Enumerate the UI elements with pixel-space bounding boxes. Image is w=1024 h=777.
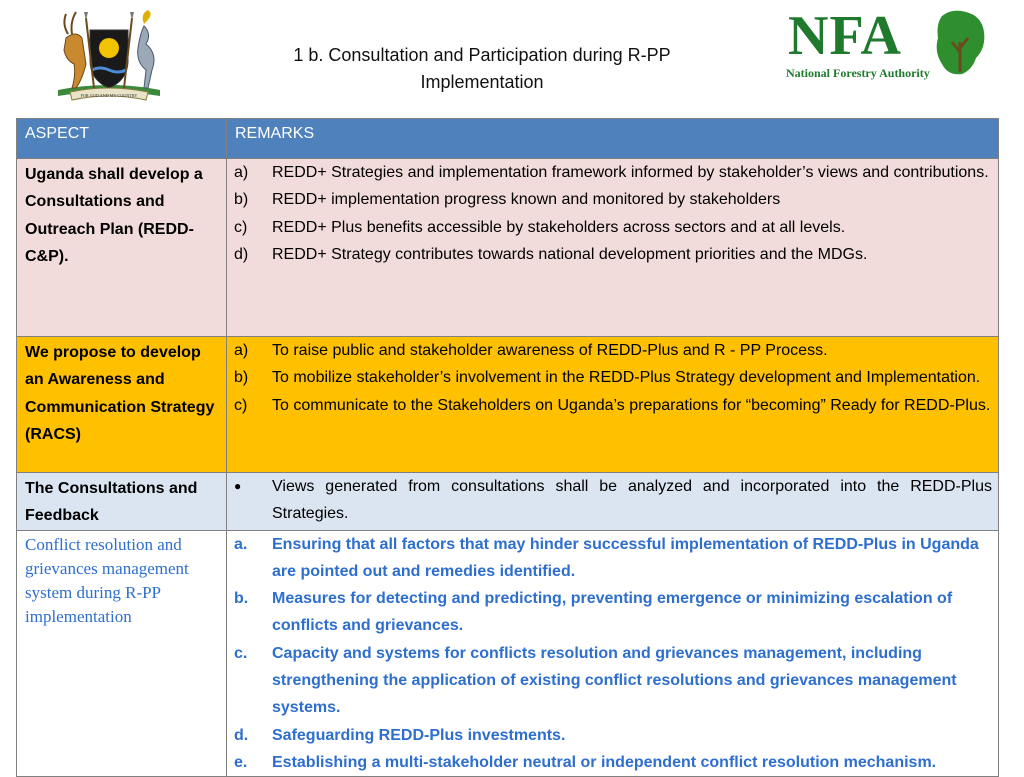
- list-item: [227, 640, 992, 722]
- aspect-cell: Conflict resolution and grievances management system during R-PP implementation: [25, 534, 189, 626]
- remark-text: Establishing a multi-stakeholder neutral or independent conflict resolution mechanism.: [272, 753, 937, 771]
- column-header-aspect: ASPECT: [17, 119, 227, 159]
- list-marker: b): [234, 191, 249, 209]
- remarks-list: [227, 473, 998, 528]
- page-title-line2: Implementation: [420, 72, 544, 92]
- aspect-cell: We propose to develop an Awareness and Communication Strategy (RACS): [25, 344, 215, 443]
- list-item: [227, 473, 992, 528]
- list-item: [227, 585, 992, 640]
- table-header-row: [17, 119, 999, 159]
- list-marker: c): [234, 396, 248, 414]
- remarks-list: [227, 159, 998, 268]
- nfa-logo: [784, 5, 994, 84]
- remark-text: Measures for detecting and predicting, preventing emergence or minimizing escalation of conflicts and grievances.: [272, 590, 953, 635]
- list-item: [227, 531, 992, 586]
- remark-text: REDD+ Strategy contributes towards national development priorities and the MDGs.: [272, 245, 868, 263]
- consultation-table: [16, 118, 999, 777]
- list-item: [227, 337, 992, 364]
- page-title-line1: 1 b. Consultation and Participation during R-PP: [293, 45, 671, 65]
- page-title: [230, 42, 734, 96]
- remarks-list: [227, 531, 998, 777]
- remark-text: REDD+ Plus benefits accessible by stakeholders across sectors and at all levels.: [272, 218, 846, 236]
- aspect-cell: The Consultations and Feedback: [25, 480, 198, 525]
- list-marker: d.: [234, 726, 249, 744]
- list-marker: a.: [234, 535, 248, 553]
- list-item: [227, 364, 992, 391]
- list-item: [227, 214, 992, 241]
- table-row: [17, 337, 999, 473]
- list-marker: c.: [234, 644, 248, 662]
- coat-motto: FOR GOD AND MY COUNTRY: [80, 93, 138, 98]
- table-row: [17, 159, 999, 337]
- list-item: [227, 186, 992, 213]
- table-row: [17, 473, 999, 531]
- list-item: [227, 241, 992, 268]
- remark-text: REDD+ Strategies and implementation framework informed by stakeholder’s views and contributions.: [272, 164, 989, 181]
- list-marker: b): [234, 369, 249, 387]
- list-marker: e.: [234, 753, 248, 771]
- bullet-icon: ●: [234, 479, 242, 493]
- remarks-list: [227, 337, 998, 419]
- list-marker: a): [234, 342, 249, 359]
- list-marker: b.: [234, 590, 249, 608]
- list-item: [227, 749, 992, 776]
- list-item: [227, 722, 992, 749]
- nfa-logo-wordmark: NFA: [788, 5, 902, 67]
- uganda-coat-of-arms-logo: [48, 4, 170, 104]
- remark-text: To communicate to the Stakeholders on Uganda’s preparations for “becoming” Ready for REDD-Plus.: [272, 396, 991, 414]
- remark-text: Ensuring that all factors that may hinder successful implementation of REDD-Plus in Uganda are pointed out and remedies identified.: [272, 535, 979, 580]
- remark-text: To raise public and stakeholder awareness of REDD-Plus and R - PP Process.: [272, 342, 828, 359]
- tree-icon: [932, 8, 988, 78]
- table-row: [17, 530, 999, 777]
- list-item: [227, 159, 992, 186]
- column-header-remarks: REMARKS: [227, 119, 999, 159]
- list-item: [227, 392, 992, 419]
- aspect-cell: Uganda shall develop a Consultations and Outreach Plan (REDD-C&P).: [25, 166, 203, 265]
- remark-text: Capacity and systems for conflicts resolution and grievances management, including strengthening the application of existing conflict resolutions and grievances management systems.: [272, 644, 957, 717]
- remark-text: To mobilize stakeholder’s involvement in the REDD-Plus Strategy development and Implementation.: [272, 369, 981, 387]
- list-marker: c): [234, 218, 248, 236]
- list-marker: d): [234, 245, 249, 263]
- list-marker: a): [234, 164, 249, 181]
- remark-text: Safeguarding REDD-Plus investments.: [272, 726, 566, 744]
- remark-text: REDD+ implementation progress known and monitored by stakeholders: [272, 191, 781, 209]
- nfa-logo-tagline: National Forestry Authority: [786, 66, 930, 80]
- remark-text: Views generated from consultations shall be analyzed and incorporated into the REDD-Plus Strategies.: [272, 478, 992, 523]
